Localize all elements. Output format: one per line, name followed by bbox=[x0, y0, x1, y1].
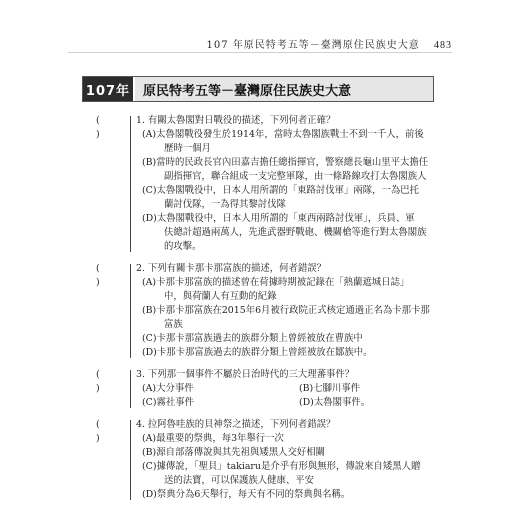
question-stem: 2. 下列有關卡那卡那富族的描述，何者錯誤？ bbox=[136, 263, 327, 274]
option-label: (C) bbox=[142, 461, 157, 472]
option-text: 當時的民政長官內田嘉吉擔任總指揮官，警察總長龜山里平太擔任 bbox=[156, 157, 429, 168]
option-text-cont: 蘭討伐隊，一為得其黎討伐隊 bbox=[164, 199, 286, 210]
option-text-cont: 歷時一個月 bbox=[164, 143, 211, 154]
option-text: 卡那卡那富族過去的族群分類上曾經被放在曹族中 bbox=[156, 333, 363, 344]
option-text-cont: 的攻擊。 bbox=[164, 241, 202, 252]
option-label: (D) bbox=[142, 489, 157, 500]
option-text: 大分事件 bbox=[156, 383, 194, 394]
option-text-cont: 富族 bbox=[164, 319, 183, 330]
option-label: (B) bbox=[142, 447, 157, 458]
answer-blank[interactable]: ( ) bbox=[96, 115, 106, 140]
option-a[interactable] bbox=[142, 382, 299, 396]
option-text: 太魯閣戰役中，日本人用所謂的「東西兩路討伐軍」，兵員、軍 bbox=[156, 213, 415, 224]
option-b[interactable] bbox=[136, 446, 456, 460]
option-label: (B) bbox=[142, 305, 157, 316]
question-divider bbox=[130, 420, 131, 500]
option-text: 太魯閣事件。 bbox=[313, 397, 371, 408]
option-text: 七腳川事件 bbox=[313, 383, 361, 394]
option-grid bbox=[136, 382, 456, 410]
option-text: 太魯閣戰役發生於1914年，當時太魯閣族戰士不到一千人，前後 bbox=[156, 129, 424, 140]
option-text-cont: 中，與荷蘭人有互動的紀錄 bbox=[164, 291, 277, 302]
option-text-cont: 伕總計超過兩萬人，先進武器野戰砲、機關槍等進行對太魯閣族 bbox=[164, 227, 427, 238]
running-header bbox=[207, 36, 452, 51]
option-label: (A) bbox=[142, 383, 157, 394]
header-rule bbox=[68, 52, 452, 53]
question-divider bbox=[130, 370, 131, 408]
option-text: 卡那卡那富族過去的族群分類上曾經被放在鄒族中。 bbox=[156, 347, 373, 358]
option-text-cont: 送的法寶，可以保護族人健康、平安 bbox=[164, 475, 315, 486]
question-4 bbox=[96, 418, 456, 502]
question-divider bbox=[130, 264, 131, 358]
option-text: 霧社事件 bbox=[156, 397, 195, 408]
option-text: 最重要的祭典，每3年舉行一次 bbox=[156, 433, 284, 444]
question-divider bbox=[130, 116, 131, 252]
option-c[interactable] bbox=[136, 184, 456, 212]
option-a[interactable] bbox=[136, 432, 456, 446]
option-label: (C) bbox=[142, 397, 157, 408]
option-label: (D) bbox=[142, 347, 157, 358]
option-c[interactable] bbox=[136, 460, 456, 488]
option-label: (C) bbox=[142, 185, 157, 196]
year-badge: 107年 bbox=[83, 77, 133, 101]
option-b[interactable] bbox=[136, 156, 456, 184]
question-1 bbox=[96, 114, 456, 254]
question-3 bbox=[96, 368, 456, 410]
option-label: (D) bbox=[299, 397, 314, 408]
option-label: (B) bbox=[142, 157, 157, 168]
option-d[interactable] bbox=[299, 396, 456, 410]
section-title: 原民特考五等－臺灣原住民族史大意 bbox=[133, 77, 433, 101]
option-b[interactable] bbox=[136, 304, 456, 332]
option-a[interactable] bbox=[136, 276, 456, 304]
option-label: (A) bbox=[142, 277, 157, 288]
option-b[interactable] bbox=[299, 382, 456, 396]
answer-blank[interactable]: ( ) bbox=[96, 419, 106, 444]
question-list bbox=[96, 114, 456, 510]
option-label: (C) bbox=[142, 333, 157, 344]
option-text-cont: 副指揮官，聯合組成一支完整軍隊，由一條路線攻打太魯閣族人 bbox=[164, 171, 427, 182]
question-stem: 4. 拉阿魯哇族的貝神祭之描述，下列何者錯誤？ bbox=[136, 419, 336, 430]
option-text: 祭典分為6天舉行，每天有不同的祭典與名稱。 bbox=[156, 489, 351, 500]
answer-blank[interactable]: ( ) bbox=[96, 263, 106, 288]
option-d[interactable] bbox=[136, 212, 456, 254]
option-c[interactable] bbox=[136, 332, 456, 346]
question-stem: 3. 下列那一個事件不屬於日治時代的三大理蕃事件？ bbox=[136, 369, 355, 380]
option-a[interactable] bbox=[136, 128, 456, 156]
option-label: (A) bbox=[142, 129, 157, 140]
question-2 bbox=[96, 262, 456, 360]
option-d[interactable] bbox=[136, 346, 456, 360]
option-text: 卡那卡那富族的描述曾在荷據時期被記錄在「熱蘭遮城日誌」 bbox=[156, 277, 410, 288]
option-label: (A) bbox=[142, 433, 157, 444]
option-c[interactable] bbox=[142, 396, 299, 410]
page-number: 483 bbox=[434, 40, 452, 51]
section-title-bar bbox=[82, 76, 434, 102]
option-label: (B) bbox=[299, 383, 314, 394]
option-text: 源自部落傳說與其先祖與矮黑人交好相關 bbox=[156, 447, 325, 458]
option-text: 太魯閣戰役中，日本人用所謂的「東路討伐軍」兩隊，一為巴托 bbox=[156, 185, 420, 196]
running-title: 107 年原民特考五等－臺灣原住民族史大意 bbox=[206, 40, 420, 51]
option-label: (D) bbox=[142, 213, 157, 224]
option-text: 據傳說，「聖貝」takiaru是介乎有形與無形，傳說來自矮黑人贈 bbox=[156, 461, 421, 472]
question-stem: 1. 有關太魯閣對日戰役的描述，下列何者正確？ bbox=[136, 115, 336, 126]
answer-blank[interactable]: ( ) bbox=[96, 369, 106, 394]
option-text: 卡那卡那富族在2015年6月被行政院正式核定通過正名為卡那卡那 bbox=[156, 305, 430, 316]
